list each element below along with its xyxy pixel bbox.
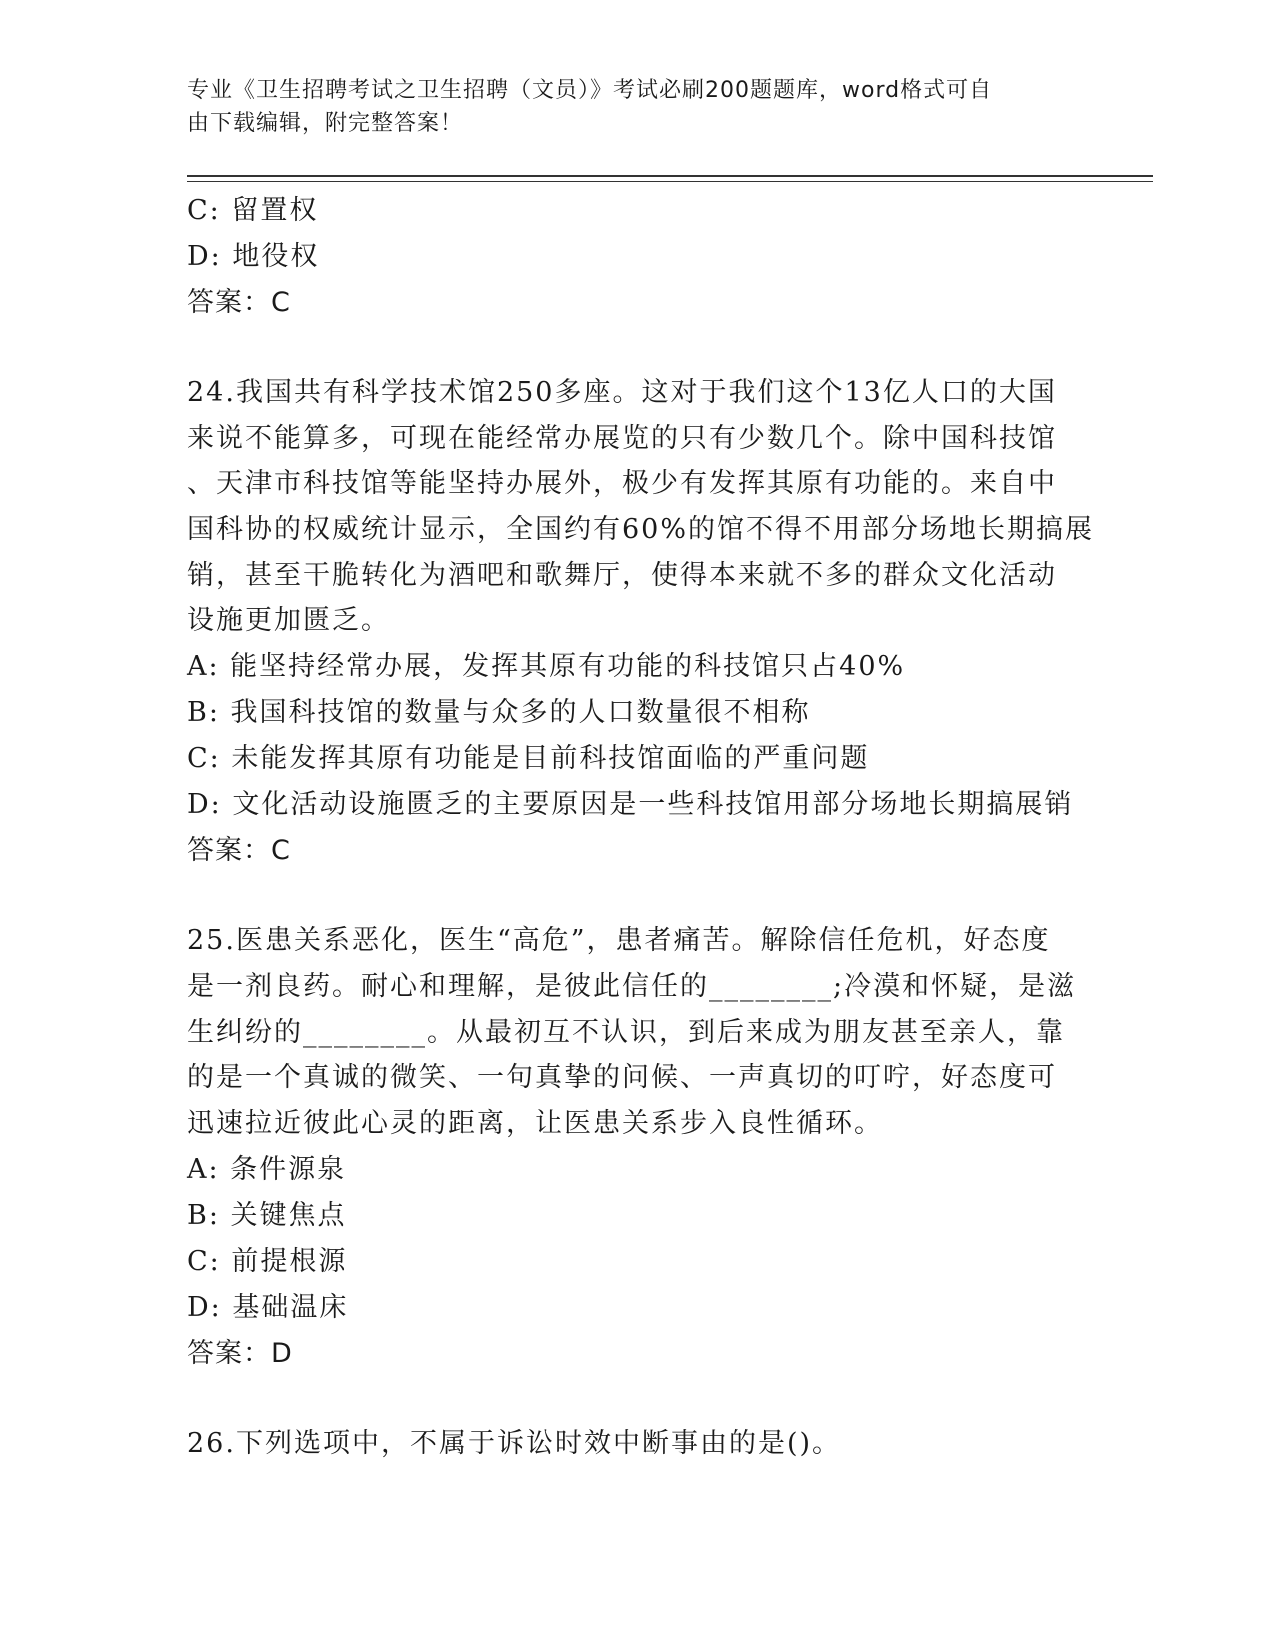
option-d: D: 文化活动设施匮乏的主要原因是一些科技馆用部分场地长期搞展销 bbox=[187, 789, 1074, 821]
option-a: A: 条件源泉 bbox=[187, 1153, 347, 1185]
header-line-1: 专业《卫生招聘考试之卫生招聘（文员）》考试必刷200题题库，word格式可自 bbox=[187, 78, 993, 103]
header-divider-thick bbox=[187, 175, 1153, 177]
question-text-line: 生纠纷的________。从最初互不认识，到后来成为朋友甚至亲人，靠 bbox=[187, 1016, 1065, 1048]
question-25-text bbox=[187, 918, 1187, 1146]
question-text-line: 国科协的权威统计显示，全国约有60%的馆不得不用部分场地长期搞展 bbox=[187, 514, 1095, 546]
option-c: C: 未能发挥其原有功能是目前科技馆面临的严重问题 bbox=[187, 743, 870, 775]
question-23-tail bbox=[187, 188, 1187, 326]
question-24 bbox=[187, 370, 1187, 874]
question-26-text bbox=[187, 1421, 1187, 1467]
document-body bbox=[187, 188, 1187, 1466]
question-text-line: 26.下列选项中，不属于诉讼时效中断事由的是()。 bbox=[187, 1427, 842, 1459]
question-text-line: 设施更加匮乏。 bbox=[187, 605, 390, 637]
question-25 bbox=[187, 918, 1187, 1376]
option-c: C: 留置权 bbox=[187, 195, 319, 226]
option-d: D: 基础温床 bbox=[187, 1291, 349, 1323]
answer-line: 答案：D bbox=[187, 1337, 293, 1369]
option-d: D: 地役权 bbox=[187, 241, 320, 272]
option-b: B: 关键焦点 bbox=[187, 1199, 347, 1231]
answer-line: 答案：C bbox=[187, 287, 291, 318]
question-text-line: 24.我国共有科学技术馆250多座。这对于我们这个13亿人口的大国 bbox=[187, 377, 1057, 408]
option-b: B: 我国科技馆的数量与众多的人口数量很不相称 bbox=[187, 697, 811, 729]
option-c: C: 前提根源 bbox=[187, 1245, 348, 1277]
question-text-line: 迅速拉近彼此心灵的距离，让医患关系步入良性循环。 bbox=[187, 1107, 883, 1139]
question-text-line: 是一剂良药。耐心和理解，是彼此信任的________;冷漠和怀疑，是滋 bbox=[187, 970, 1077, 1002]
answer-line: 答案：C bbox=[187, 835, 291, 867]
document-header bbox=[187, 74, 1087, 140]
question-text-line: 的是一个真诚的微笑、一句真挚的问候、一声真切的叮咛，好态度可 bbox=[187, 1062, 1057, 1094]
question-text-line: 来说不能算多，可现在能经常办展览的只有少数几个。除中国科技馆 bbox=[187, 422, 1057, 454]
header-divider-thin bbox=[187, 181, 1153, 182]
question-text-line: 、天津市科技馆等能坚持办展外，极少有发挥其原有功能的。来自中 bbox=[187, 468, 1057, 500]
header-line-2: 由下载编辑，附完整答案！ bbox=[187, 111, 464, 136]
question-24-text bbox=[187, 370, 1187, 644]
question-text-line: 25.医患关系恶化，医生“高危”，患者痛苦。解除信任危机，好态度 bbox=[187, 925, 1051, 957]
question-text-line: 销，甚至干脆转化为酒吧和歌舞厅，使得本来就不多的群众文化活动 bbox=[187, 559, 1057, 591]
option-a: A: 能坚持经常办展，发挥其原有功能的科技馆只占40% bbox=[187, 651, 906, 683]
question-26 bbox=[187, 1421, 1187, 1467]
